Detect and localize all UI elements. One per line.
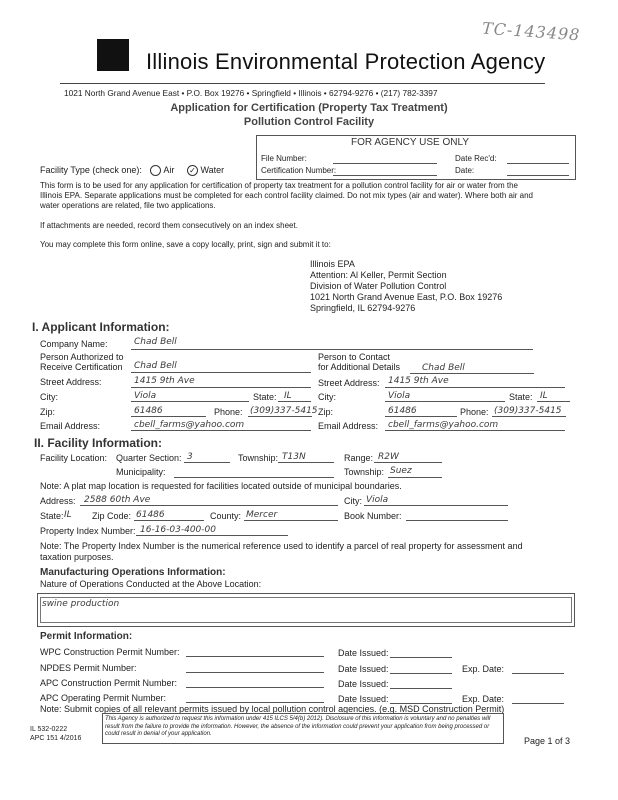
applicant-heading: I. Applicant Information: (32, 320, 170, 334)
book-number-label: Book Number: (344, 511, 402, 521)
mailing-line-4: 1021 North Grand Avenue East, P.O. Box 19276 (310, 292, 503, 302)
contact-phone-label: Phone: (460, 407, 489, 417)
range-value: R2W (378, 452, 399, 462)
email-label: Email Address: (40, 421, 101, 431)
wpc-permit-field[interactable] (186, 656, 324, 657)
contact-person-value: Chad Bell (422, 363, 465, 373)
agency-logo (97, 39, 129, 71)
contact-phone-field[interactable] (492, 416, 566, 417)
form-id-line-1: IL 532-0222 (30, 726, 68, 733)
township2-field[interactable] (388, 477, 442, 478)
facility-zip-field[interactable] (134, 520, 204, 521)
apc-operating-permit-label: APC Operating Permit Number: (40, 693, 167, 703)
email-value: cbell_farms@yahoo.com (134, 420, 245, 430)
quarter-section-label: Quarter Section: (116, 453, 182, 463)
state-field[interactable] (278, 401, 311, 402)
npdes-exp-date-field[interactable] (512, 673, 564, 674)
range-field[interactable] (374, 462, 442, 463)
city-value: Viola (134, 391, 157, 401)
operations-heading: Manufacturing Operations Information: (40, 567, 226, 578)
facility-heading: II. Facility Information: (34, 436, 163, 450)
apc-oper-date-issued-label: Date Issued: (338, 694, 389, 704)
phone-label: Phone: (214, 407, 243, 417)
contact-email-label: Email Address: (318, 421, 379, 431)
county-label: County: (210, 511, 242, 521)
contact-zip-label: Zip: (318, 407, 334, 417)
intro-line-3: water operations are related, file two applications. (40, 201, 216, 210)
zip-label: Zip: (40, 407, 56, 417)
nature-of-operations-label: Nature of Operations Conducted at the Above Location: (40, 579, 262, 589)
plat-map-note: Note: A plat map location is requested for facilities located outside of municipal boundaries. (40, 481, 402, 491)
phone-value: (309)337-5415 (250, 406, 318, 416)
apc-oper-exp-date-label: Exp. Date: (462, 694, 505, 704)
contact-street-label: Street Address: (318, 378, 380, 388)
township-field[interactable] (278, 462, 334, 463)
facility-state-label: State: (40, 511, 64, 521)
apc-operating-permit-field[interactable] (186, 702, 324, 703)
zip-value: 61486 (134, 406, 163, 416)
township-value: T13N (282, 452, 306, 462)
apc-oper-exp-date-field[interactable] (512, 703, 564, 704)
form-subtitle: Pollution Control Facility (243, 116, 375, 128)
authorized-label-1: Person Authorized to (40, 352, 124, 362)
township2-label: Township: (344, 467, 385, 477)
intro-line-1: This form is to be used for any application for certification of property tax treatment for a pollution control facility for air or water from the (40, 181, 518, 190)
handwritten-reference-number: TC-143498 (481, 18, 581, 45)
contact-phone-value: (309)337-5415 (494, 406, 562, 416)
agency-address: 1021 North Grand Avenue East • P.O. Box 19276 • Springfield • Illinois • 62794-9276 • (217) 782-3397 (64, 88, 438, 98)
company-name-value: Chad Bell (134, 337, 177, 347)
permit-note: Note: Submit copies of all relevant permits issued by local pollution control agencies. (e.g. MSD Construction Permit) (40, 704, 505, 714)
township-label: Township: (238, 453, 279, 463)
intro-line-2: Illinois EPA. Separate applications must be completed for each control facility claimed. Do not mix types (air and water). Where both air and (40, 191, 533, 200)
facility-city-value: Viola (366, 495, 389, 505)
authorized-person-field[interactable] (131, 372, 311, 373)
date-received-field[interactable] (507, 163, 569, 164)
city-label: City: (40, 392, 58, 402)
facility-type-row (40, 165, 224, 176)
quarter-section-field[interactable] (184, 462, 230, 463)
mailing-line-1: Illinois EPA (310, 259, 355, 269)
city-field[interactable] (131, 401, 249, 402)
township2-value: Suez (390, 466, 412, 476)
municipality-field[interactable] (174, 477, 334, 478)
agency-use-box (256, 135, 576, 180)
water-label: Water (200, 165, 225, 175)
certification-number-field[interactable] (333, 175, 437, 176)
pin-note-line-1: Note: The Property Index Number is the numerical reference used to identify a parcel of real property for assessment and (40, 541, 523, 551)
street-label: Street Address: (40, 377, 102, 387)
authorized-person-value: Chad Bell (134, 361, 177, 371)
state-label: State: (253, 392, 277, 402)
apc-const-date-issued-label: Date Issued: (338, 679, 389, 689)
facility-location-label: Facility Location: (40, 453, 108, 463)
contact-street-field[interactable] (385, 387, 565, 388)
mailing-line-2: Attention: Al Keller, Permit Section (310, 270, 447, 280)
wpc-permit-label: WPC Construction Permit Number: (40, 647, 180, 657)
air-label: Air (163, 165, 175, 175)
date-received-label: Date Rec'd: (455, 154, 497, 163)
range-label: Range: (344, 453, 374, 463)
apc-construction-permit-label: APC Construction Permit Number: (40, 678, 178, 688)
facility-address-field[interactable] (80, 505, 338, 506)
contact-email-value: cbell_farms@yahoo.com (388, 420, 499, 430)
contact-label-2: for Additional Details (318, 362, 401, 372)
company-name-field[interactable] (131, 349, 533, 350)
facility-city-field[interactable] (364, 505, 508, 506)
contact-state-value: IL (540, 391, 548, 401)
quarter-section-value: 3 (187, 452, 193, 462)
facility-address-label: Address: (40, 496, 76, 506)
contact-street-value: 1415 9th Ave (388, 376, 449, 386)
facility-type-label: Facility Type (check one): (40, 165, 142, 175)
agency-date-field[interactable] (507, 175, 569, 176)
certification-number-label: Certification Number: (261, 166, 337, 175)
file-number-field[interactable] (333, 163, 437, 164)
attachments-note: If attachments are needed, record them consecutively on an index sheet. (40, 221, 298, 230)
zip-field[interactable] (131, 416, 206, 417)
agency-name: Illinois Environmental Protection Agency (146, 49, 546, 74)
mailing-line-3: Division of Water Pollution Control (310, 281, 447, 291)
contact-person-field[interactable] (410, 373, 534, 374)
facility-city-label: City: (344, 496, 362, 506)
facility-zip-value: 61486 (136, 510, 165, 520)
email-field[interactable] (131, 430, 311, 431)
pin-value: 16-16-03-400-00 (140, 525, 216, 535)
authorized-label-2: Receive Certification (40, 362, 123, 372)
company-name-label: Company Name: (40, 339, 108, 349)
contact-state-label: State: (509, 392, 533, 402)
file-number-label: File Number: (261, 154, 307, 163)
form-id-line-2: APC 151 4/2016 (30, 735, 82, 742)
street-value: 1415 9th Ave (134, 376, 195, 386)
pin-field[interactable] (136, 535, 288, 536)
apc-construction-permit-field[interactable] (186, 687, 324, 688)
pin-note-line-2: taxation purposes. (40, 552, 114, 562)
municipality-label: Municipality: (116, 467, 166, 477)
page-number: Page 1 of 3 (524, 736, 571, 746)
npdes-exp-date-label: Exp. Date: (462, 664, 505, 674)
county-field[interactable] (244, 520, 338, 521)
facility-address-value: 2588 60th Ave (84, 495, 151, 505)
book-number-field[interactable] (406, 520, 508, 521)
mailing-line-5: Springfield, IL 62794-9276 (310, 303, 416, 313)
contact-zip-field[interactable] (385, 416, 457, 417)
npdes-date-issued-label: Date Issued: (338, 664, 389, 674)
nature-of-operations-value: swine production (42, 599, 120, 609)
npdes-date-issued-field[interactable] (390, 673, 452, 674)
water-radio[interactable]: ✓ (187, 165, 198, 176)
agency-use-heading: FOR AGENCY USE ONLY (351, 137, 469, 148)
agency-date-label: Date: (455, 166, 475, 175)
contact-city-label: City: (318, 392, 336, 402)
contact-zip-value: 61486 (388, 406, 417, 416)
form-title: Application for Certification (Property Tax Treatment) (170, 102, 448, 114)
state-value: IL (284, 391, 292, 401)
contact-city-field[interactable] (385, 401, 505, 402)
facility-zip-label: Zip Code: (92, 511, 132, 521)
wpc-date-issued-label: Date Issued: (338, 648, 389, 658)
npdes-permit-field[interactable] (186, 672, 324, 673)
air-radio[interactable] (150, 165, 161, 176)
contact-email-field[interactable] (385, 430, 565, 431)
npdes-permit-label: NPDES Permit Number: (40, 663, 137, 673)
disclosure-notice: This Agency is authorized to request this information under 415 ILCS 5/4(b) 2012). Disclosure of this information is voluntary and no penalties will result from the failure to provide the information. However, the absence of the information could prevent your application from being processed or could result in denial of your application. (102, 713, 504, 744)
county-value: Mercer (246, 510, 278, 520)
phone-field[interactable] (248, 416, 312, 417)
facility-state-value: IL (64, 510, 72, 520)
nature-of-operations-input[interactable] (40, 597, 572, 623)
apc-const-date-issued-field[interactable] (390, 688, 452, 689)
contact-label-1: Person to Contact (318, 352, 391, 362)
permit-heading: Permit Information: (40, 631, 133, 642)
contact-state-field[interactable] (537, 401, 570, 402)
header-divider (60, 83, 545, 84)
street-field[interactable] (131, 387, 311, 388)
contact-city-value: Viola (388, 391, 411, 401)
pin-label: Property Index Number: (40, 526, 136, 536)
submit-instructions: You may complete this form online, save a copy locally, print, sign and submit it to: (40, 240, 331, 249)
wpc-date-issued-field[interactable] (390, 657, 452, 658)
